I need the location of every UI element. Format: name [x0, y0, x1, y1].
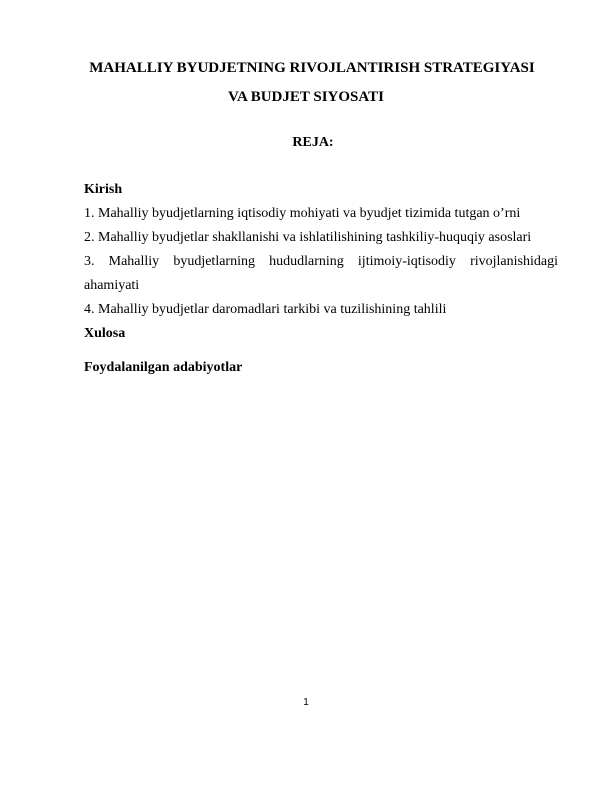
toc-intro: Kirish — [84, 182, 123, 197]
toc-item-3-line-1 — [84, 253, 558, 271]
toc-item-3-word: ijtimoiy-iqtisodiy — [357, 254, 456, 269]
plan-heading: REJA: — [292, 135, 334, 150]
page-number: 1 — [303, 697, 309, 708]
toc-item-1: 1. Mahalliy byudjetlarning iqtisodiy mohiyati va byudjet tizimida tutgan o’rni — [84, 206, 521, 221]
toc-item-4: 4. Mahalliy byudjetlar daromadlari tarkibi va tuzilishining tahlili — [84, 302, 447, 317]
toc-item-3-word: Mahalliy — [108, 254, 160, 269]
toc-item-3-word: hududlarning — [269, 254, 344, 269]
toc-item-3-word: 3. — [84, 254, 95, 269]
toc-item-3-line-2: ahamiyati — [84, 278, 140, 293]
toc-item-3-word: rivojlanishidagi — [470, 254, 558, 269]
toc-item-2: 2. Mahalliy byudjetlar shakllanishi va ishlatilishining tashkiliy-huquqiy asoslari — [84, 230, 532, 245]
toc-item-3-word: byudjetlarning — [173, 254, 255, 269]
toc-conclusion: Xulosa — [84, 326, 126, 341]
document-title-line-1: MAHALLIY BYUDJETNING RIVOJLANTIRISH STRATEGIYASI — [89, 60, 535, 76]
document-title-line-2: VA BUDJET SIYOSATI — [228, 89, 384, 105]
toc-references: Foydalanilgan adabiyotlar — [84, 360, 243, 375]
